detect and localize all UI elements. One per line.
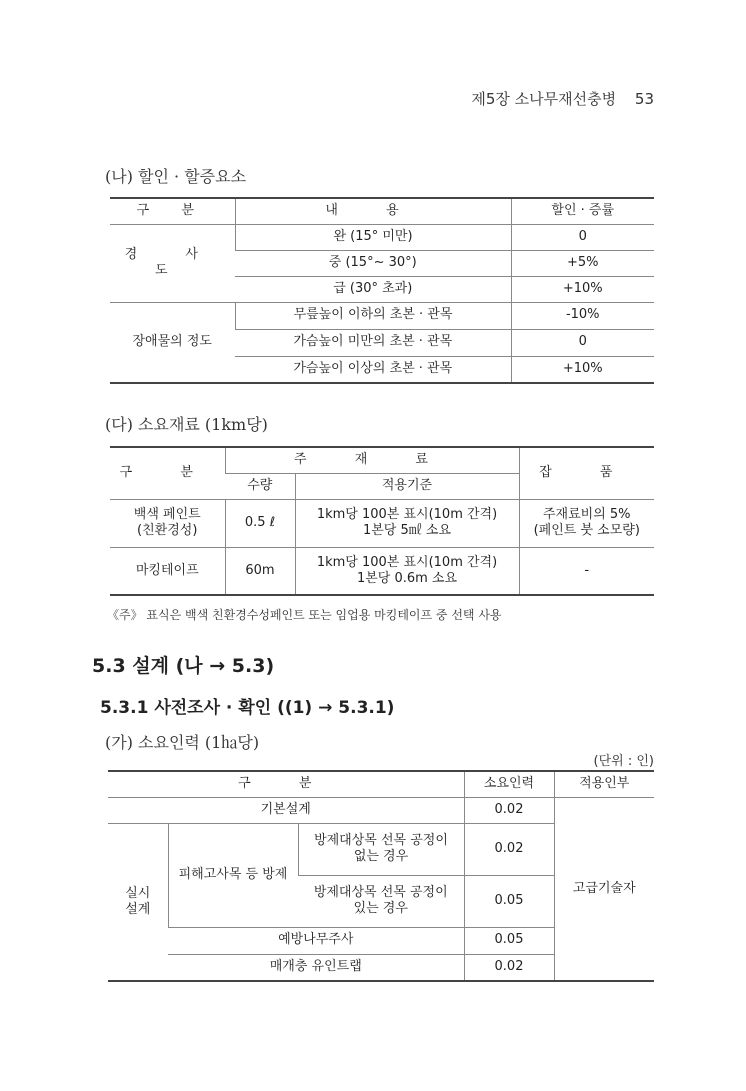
table-header-row <box>108 771 654 797</box>
header-rate: 할인 · 증률 <box>511 198 654 224</box>
material-qty: 60m <box>225 547 295 595</box>
material-qty: 0.5 ℓ <box>225 499 295 547</box>
header-manpower: 소요인력 <box>464 771 554 797</box>
materials-table <box>110 446 654 596</box>
header-standard: 적용기준 <box>295 473 519 499</box>
section-da-title: (다) 소요재료 (1km당) <box>105 415 268 434</box>
discount-table <box>110 197 654 384</box>
material-standard: 1km당 100본 표시(10m 간격) 1본당 5㎖ 소요 <box>295 499 519 547</box>
header-category: 구 분 <box>110 198 235 224</box>
header-worker: 적용인부 <box>554 771 654 797</box>
material-misc: 주재료비의 5% (페인트 붓 소모량) <box>519 499 654 547</box>
injection-value: 0.05 <box>464 927 554 954</box>
table-row <box>108 797 654 823</box>
header-qty: 수량 <box>225 473 295 499</box>
page-number: 53 <box>634 90 654 108</box>
row-rate: 0 <box>511 329 654 356</box>
chapter-title: 제5장 소나무재선충병 <box>471 90 617 108</box>
row-content: 완 (15° 미만) <box>235 224 511 250</box>
row-rate: +10% <box>511 276 654 302</box>
page-header <box>471 88 654 109</box>
material-name: 마킹테이프 <box>110 547 225 595</box>
section-na-title: (나) 할인 · 할증요소 <box>105 167 247 186</box>
header-misc: 잡 품 <box>519 447 654 499</box>
header-category: 구 분 <box>110 447 225 499</box>
worker-type: 고급기술자 <box>554 797 654 981</box>
row-content: 중 (15°~ 30°) <box>235 250 511 276</box>
section-53-title: 5.3 설계 (나 → 5.3) <box>92 655 275 677</box>
table-row <box>110 302 654 329</box>
row-content: 무릎높이 이하의 초본 · 관목 <box>235 302 511 329</box>
section-531-subtitle: (가) 소요인력 (1㏊당) <box>105 733 260 752</box>
materials-note: 《주》 표식은 백색 친환경수성페인트 또는 임업용 마킹테이프 중 선택 사용 <box>107 608 502 622</box>
row-rate: 0 <box>511 224 654 250</box>
row-value: 0.05 <box>464 875 554 927</box>
row-content: 가슴높이 이상의 초본 · 관목 <box>235 356 511 383</box>
row-content: 급 (30° 초과) <box>235 276 511 302</box>
material-misc: - <box>519 547 654 595</box>
table-row <box>110 224 654 250</box>
manpower-table <box>108 770 654 982</box>
table-row <box>110 499 654 547</box>
group-label-obstacle: 장애물의 정도 <box>110 302 235 383</box>
row-rate: -10% <box>511 302 654 329</box>
row-rate: +5% <box>511 250 654 276</box>
trap-value: 0.02 <box>464 954 554 981</box>
basic-design-value: 0.02 <box>464 797 554 823</box>
actual-design-label: 실시 설계 <box>108 823 168 981</box>
material-standard: 1km당 100본 표시(10m 간격) 1본당 0.6m 소요 <box>295 547 519 595</box>
row-content: 가슴높이 미만의 초본 · 관목 <box>235 329 511 356</box>
table-header-row <box>110 447 654 473</box>
unit-label: (단위 : 인) <box>593 754 654 769</box>
damage-control-label: 피해고사목 등 방제 <box>168 823 298 927</box>
section-531-title: 5.3.1 사전조사 · 확인 ((1) → 5.3.1) <box>100 698 395 718</box>
table-row <box>110 547 654 595</box>
row-value: 0.02 <box>464 823 554 875</box>
basic-design-label: 기본설계 <box>108 797 464 823</box>
header-category: 구 분 <box>108 771 464 797</box>
material-name: 백색 페인트 (친환경성) <box>110 499 225 547</box>
trap-label: 매개충 유인트랩 <box>168 954 464 981</box>
header-main-material: 주 재 료 <box>225 447 519 473</box>
injection-label: 예방나무주사 <box>168 927 464 954</box>
row-desc: 방제대상목 선목 공정이 있는 경우 <box>298 875 464 927</box>
row-desc: 방제대상목 선목 공정이 없는 경우 <box>298 823 464 875</box>
group-label-slope: 경 사 도 <box>110 224 235 302</box>
header-content: 내 용 <box>235 198 511 224</box>
table-header-row <box>110 198 654 224</box>
row-rate: +10% <box>511 356 654 383</box>
